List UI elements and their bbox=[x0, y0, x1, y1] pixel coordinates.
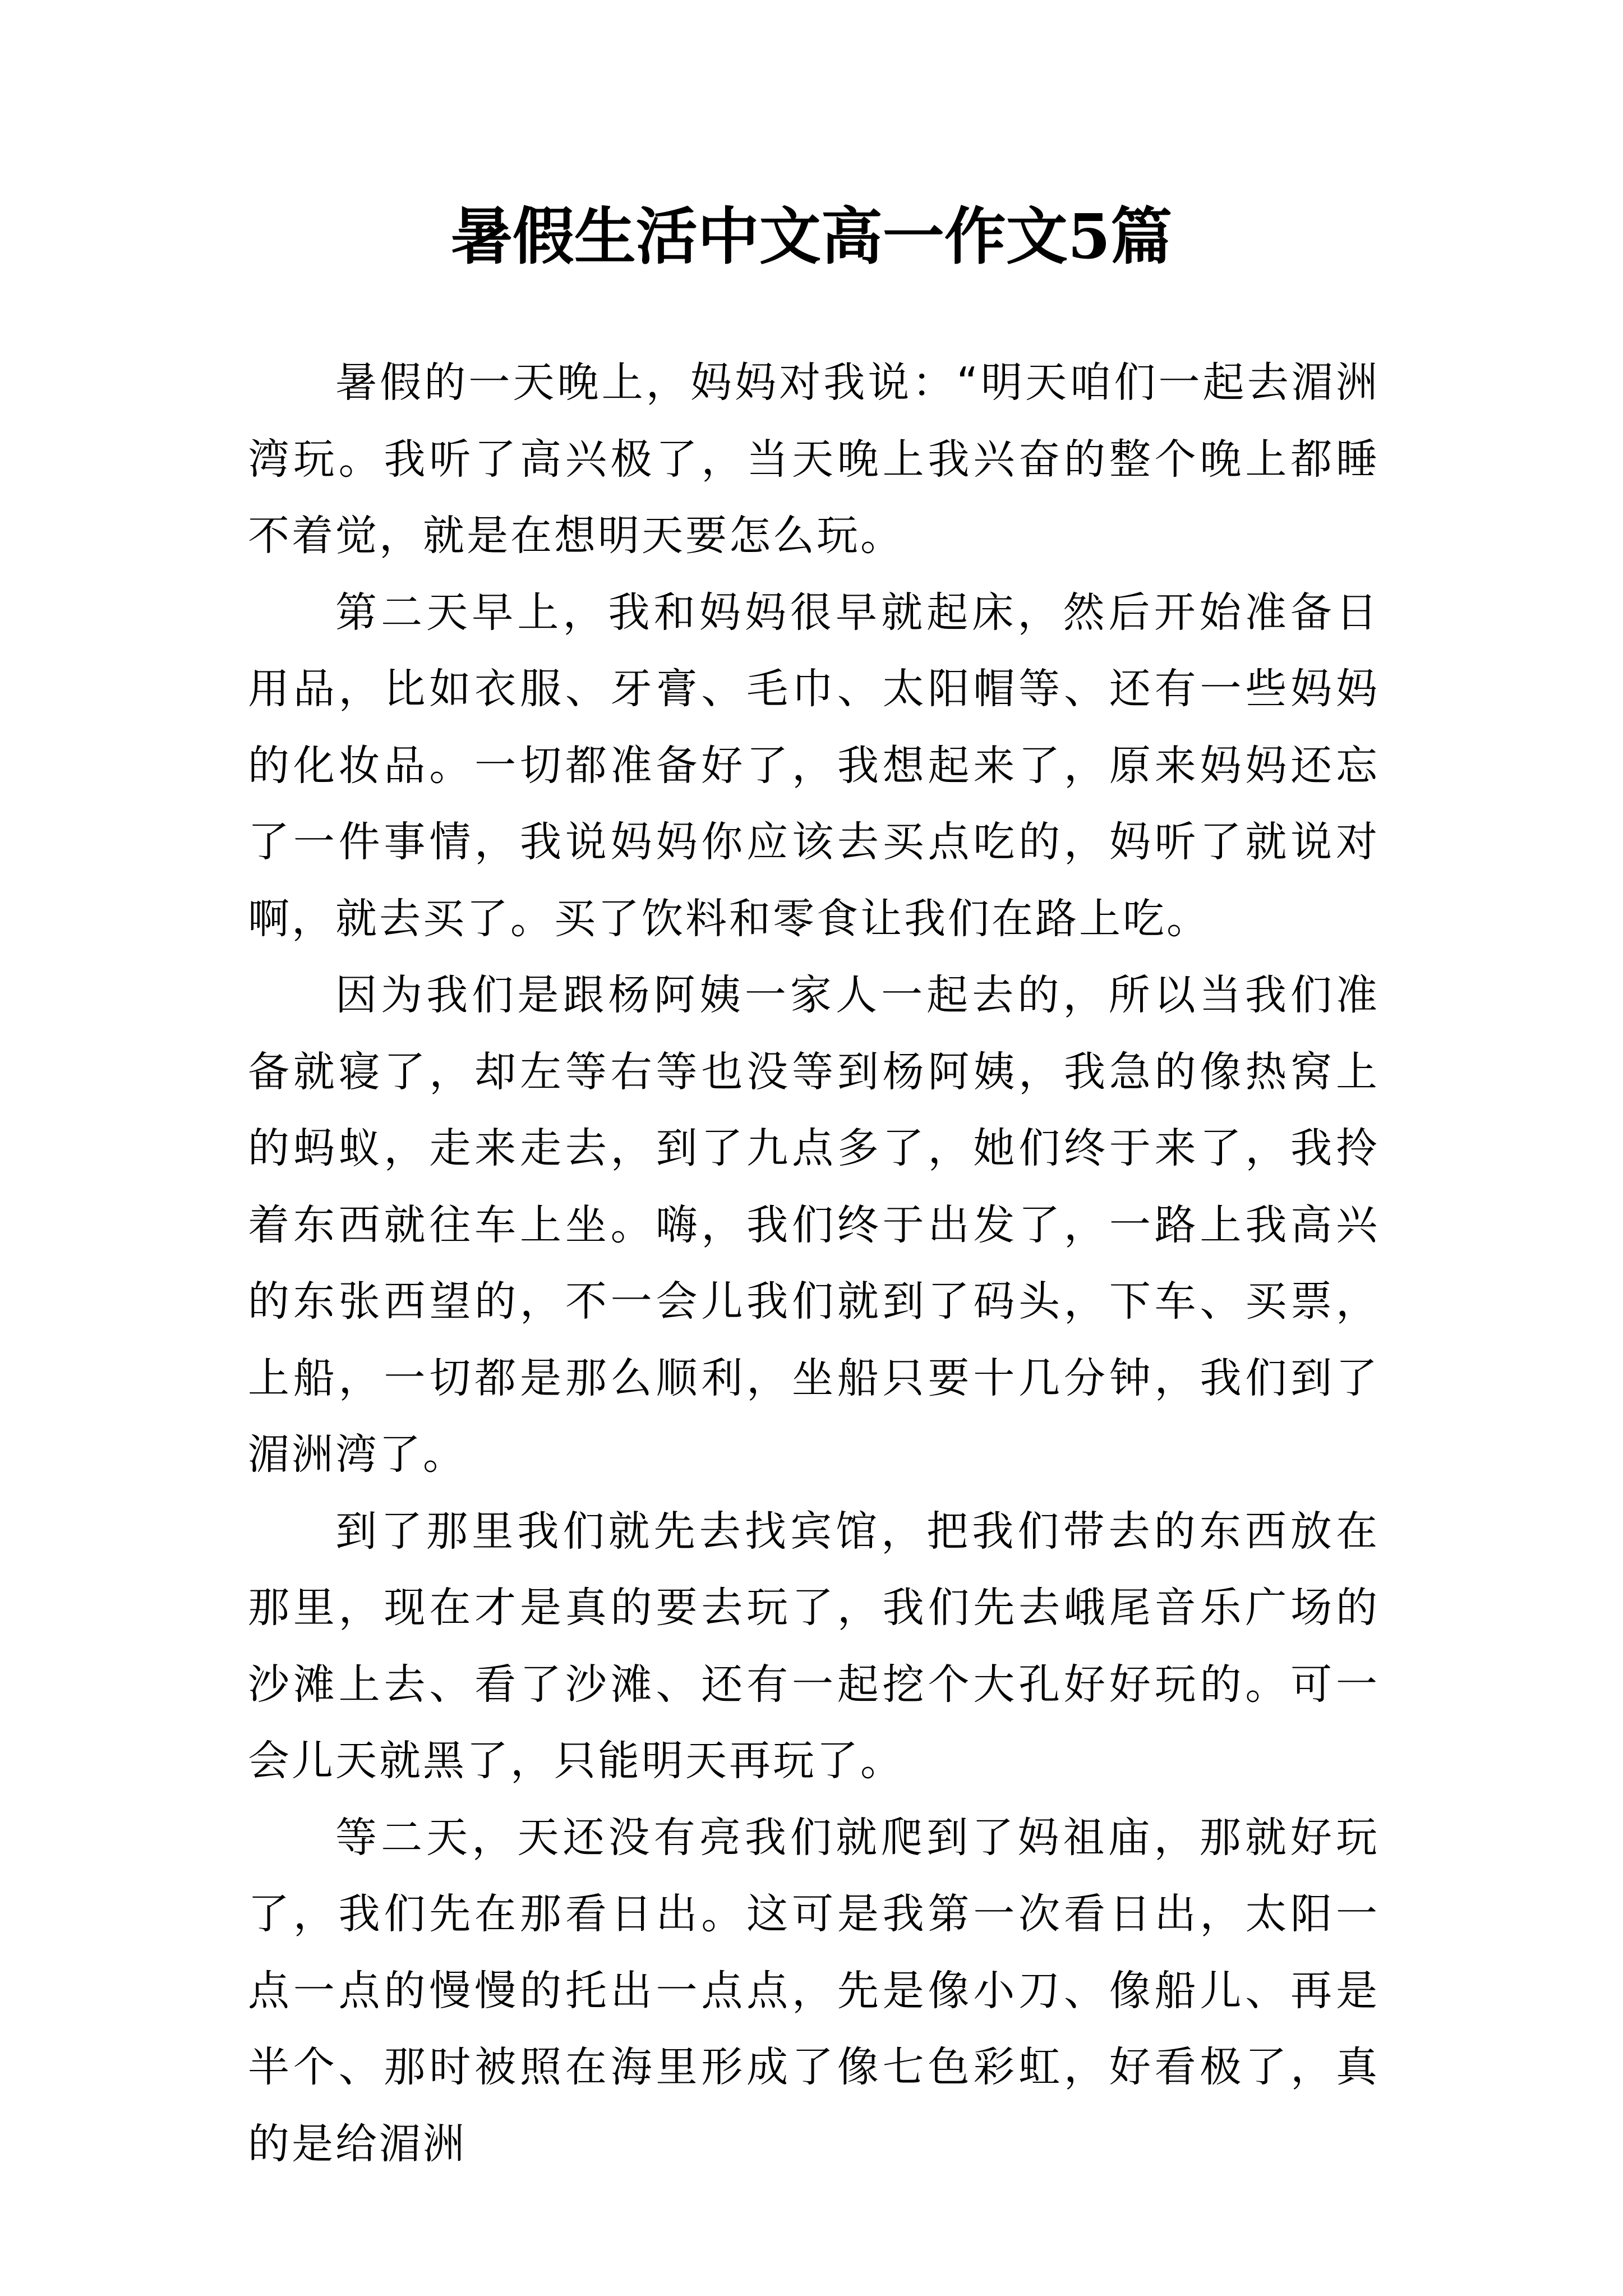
document-body bbox=[248, 344, 1380, 2182]
paragraph: 暑假的一天晚上，妈妈对我说：“明天咱们一起去湄洲湾玩。我听了高兴极了，当天晚上我兴奋的整个晚上都睡不着觉，就是在想明天要怎么玩。 bbox=[248, 358, 1380, 560]
document-title: 暑假生活中文高一作文5篇 bbox=[450, 200, 1173, 273]
paragraph: 因为我们是跟杨阿姨一家人一起去的，所以当我们准备就寝了，却左等右等也没等到杨阿姨，我急的像热窝上的蚂蚁，走来走去，到了九点多了，她们终于来了，我拎着东西就往车上坐。嗨，我们终于出发了，一路上我高兴的东张西望的，不一会儿我们就到了码头，下车、买票，上船，一切都是那么顺利，坐船只要十几分钟，我们到了湄洲湾了。 bbox=[248, 971, 1380, 1479]
paragraph: 到了那里我们就先去找宾馆，把我们带去的东西放在那里，现在才是真的要去玩了，我们先去峨尾音乐广场的沙滩上去、看了沙滩、还有一起挖个大孔好好玩的。可一会儿天就黑了，只能明天再玩了。 bbox=[248, 1507, 1380, 1785]
paragraph: 等二天，天还没有亮我们就爬到了妈祖庙，那就好玩了，我们先在那看日出。这可是我第一次看日出，太阳一点一点的慢慢的托出一点点，先是像小刀、像船儿、再是半个、那时被照在海里形成了像七色彩虹，好看极了，真的是给湄洲 bbox=[248, 1813, 1380, 2168]
paragraph: 第二天早上，我和妈妈很早就起床，然后开始准备日用品，比如衣服、牙膏、毛巾、太阳帽等、还有一些妈妈的化妆品。一切都准备好了，我想起来了，原来妈妈还忘了一件事情，我说妈妈你应该去买点吃的，妈听了就说对啊，就去买了。买了饮料和零食让我们在路上吃。 bbox=[248, 588, 1380, 943]
